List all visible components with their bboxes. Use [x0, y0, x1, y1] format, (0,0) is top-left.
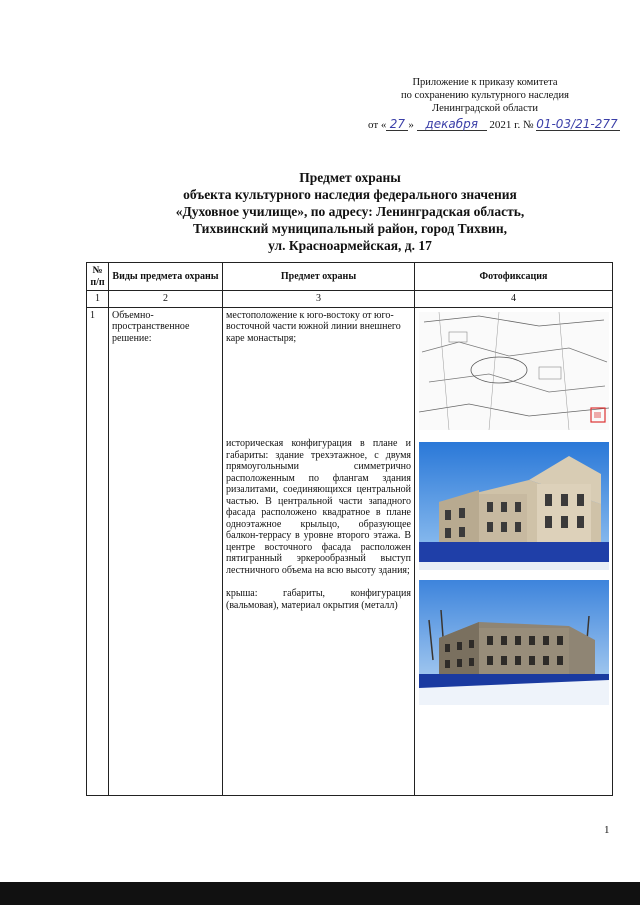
protection-table	[86, 262, 613, 796]
title-line: Предмет охраны	[299, 170, 401, 185]
column-number: 2	[109, 291, 223, 308]
header-kind: Виды предмета охраны	[109, 263, 223, 291]
subject-location: местоположение к юго-востоку от юго-восточной части южной линии внешнего каре монастыря;	[226, 309, 401, 344]
row-photos	[415, 307, 613, 795]
column-number: 1	[87, 291, 109, 308]
subject-roof: крыша: габариты, конфигурация (вальмовая), материал окрытия (металл)	[226, 588, 411, 611]
header-number: № п/п	[87, 263, 109, 291]
appendix-header	[360, 76, 610, 115]
title-line: «Духовное училище», по адресу: Ленинградская область,	[175, 204, 525, 219]
title-line: ул. Красноармейская, д. 17	[268, 238, 432, 253]
appendix-line: Приложение к приказу комитета	[412, 77, 558, 88]
appendix-line: Ленинградской области	[432, 103, 538, 114]
column-number: 4	[415, 291, 613, 308]
order-year: 2021 г. №	[489, 119, 534, 131]
title-line: Тихвинский муниципальный район, город Тихвин,	[193, 221, 507, 236]
order-month: декабря	[417, 118, 487, 131]
column-number: 3	[223, 291, 415, 308]
site-plan-image	[419, 312, 609, 430]
title-line: объекта культурного наследия федерального значения	[183, 187, 517, 202]
order-mid: »	[408, 119, 414, 131]
order-day: 27	[386, 118, 408, 131]
order-prefix: от «	[368, 119, 387, 131]
row-kind: Объемно-пространственное решение:	[109, 307, 223, 795]
appendix-line: по сохранению культурного наследия	[401, 90, 569, 101]
header-photo: Фотофиксация	[415, 263, 613, 291]
order-line	[368, 118, 630, 131]
subject-configuration: историческая конфигурация в плане и габариты: здание трехэтажное, с двумя прямоугольными симметрично расположенным по флангам здания ризалитами, соединяющихся центральной частью. В центральной части западного фасада расположено квадратное в плане одноэтажное крыльцо, образующее балкон-террасу в уровне второго этажа. В центре восточного фасада расположен пятигранный эркерообразный выступ лестничного объема на всю высоту здания;	[226, 438, 411, 576]
row-subjects	[223, 307, 415, 795]
building-photo-east	[419, 580, 609, 705]
order-number: 01-03/21-277	[536, 118, 620, 131]
building-photo-west	[419, 442, 609, 570]
row-number: 1	[87, 307, 109, 795]
page-number: 1	[604, 824, 610, 836]
header-subject: Предмет охраны	[223, 263, 415, 291]
document-title	[100, 169, 600, 254]
scan-edge	[0, 882, 640, 905]
